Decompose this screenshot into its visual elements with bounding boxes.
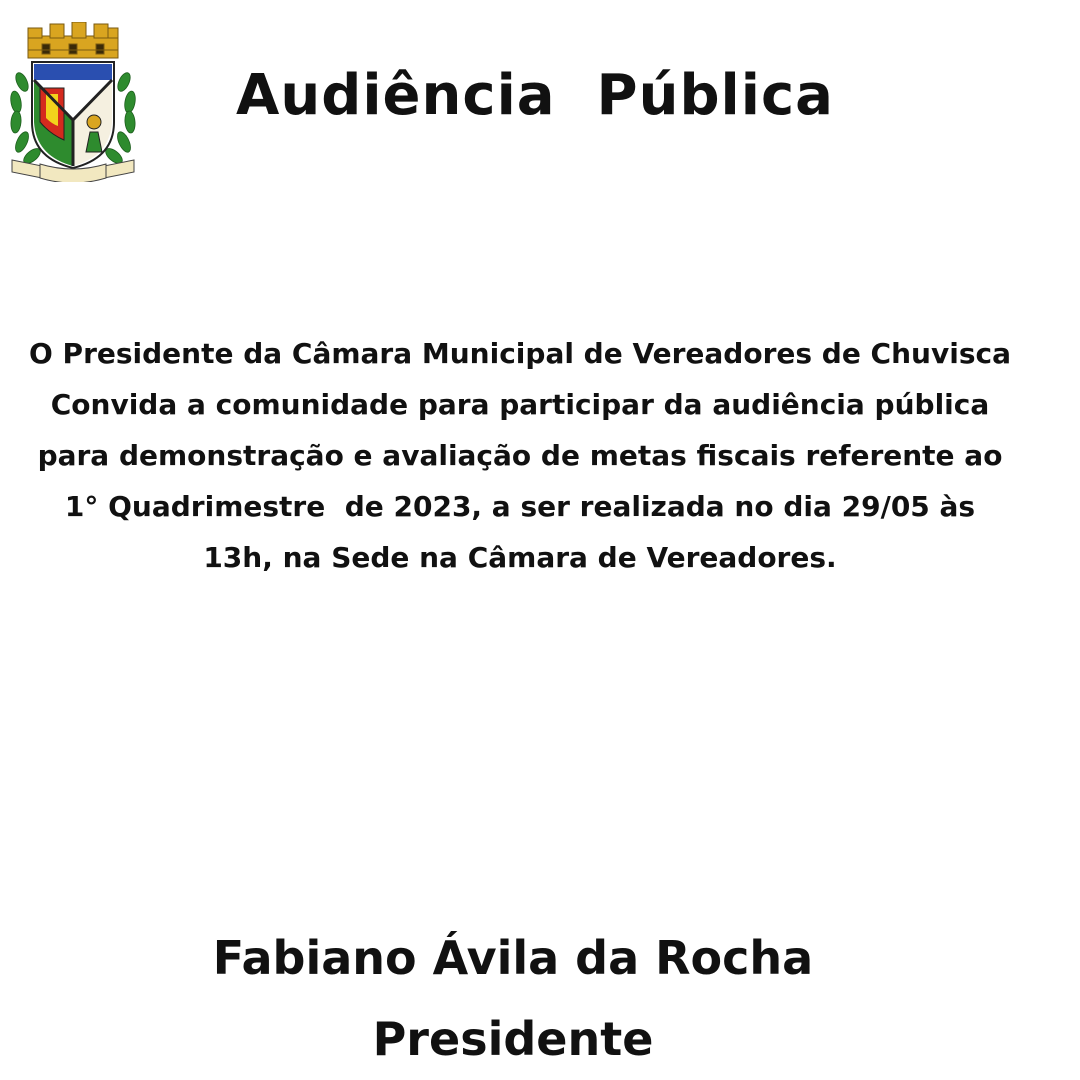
signatory-role: Presidente: [372, 1012, 654, 1066]
shield: [32, 62, 114, 168]
body-line: O Presidente da Câmara Municipal de Vereadores de Chuvisca: [29, 337, 1011, 370]
page-title: Audiência Pública: [236, 63, 834, 128]
body-line: 13h, na Sede na Câmara de Vereadores.: [203, 541, 837, 574]
body-line: Convida a comunidade para participar da audiência pública: [50, 388, 990, 421]
mural-crown: [28, 22, 118, 58]
body-line: 1° Quadrimestre de 2023, a ser realizada no dia 29/05 às: [64, 490, 976, 523]
announcement-body: [0, 328, 1040, 583]
signatory-name: Fabiano Ávila da Rocha: [212, 931, 814, 985]
municipal-crest-logo: [6, 22, 140, 182]
body-line: para demonstração e avaliação de metas fiscais referente ao: [37, 439, 1003, 472]
